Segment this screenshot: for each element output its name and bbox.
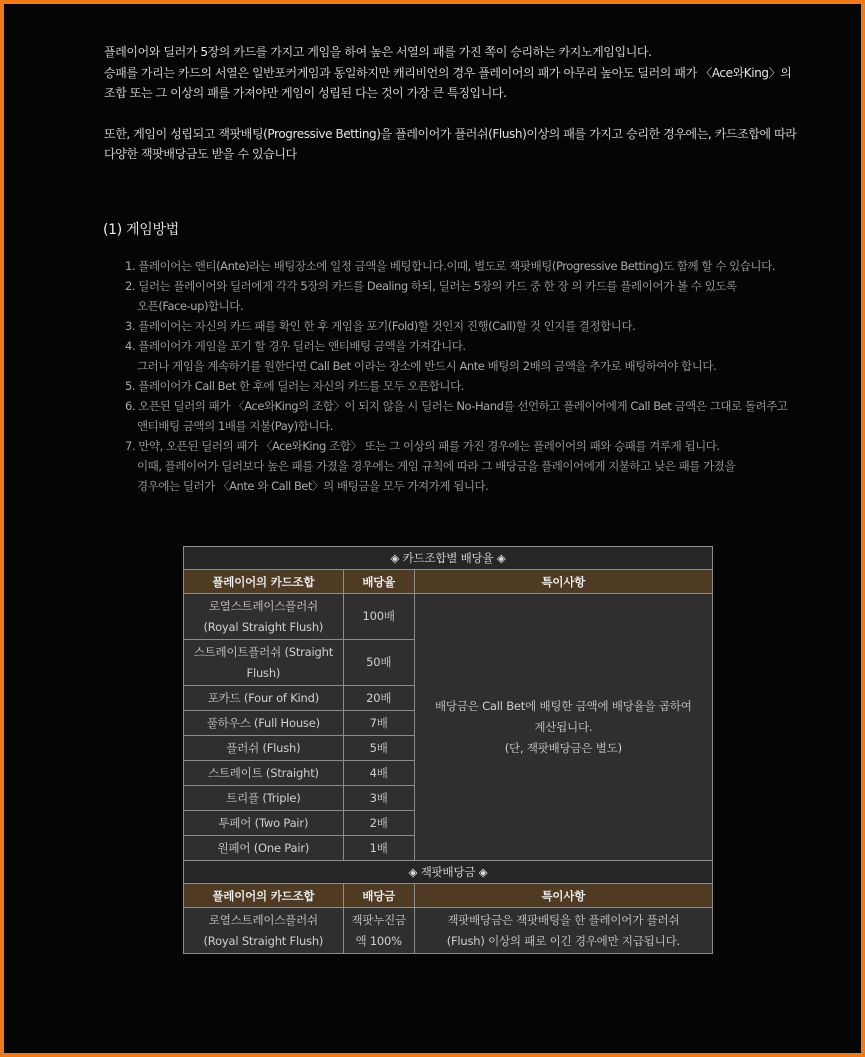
rule-continuation: 오픈(Face-up)합니다.: [137, 299, 244, 313]
section-title: (1) 게임방법: [103, 222, 179, 238]
rate-cell: [343, 761, 414, 786]
rule-number: 3.: [125, 319, 136, 333]
combo-cell-line: Flush): [246, 665, 281, 680]
intro-line: 플레이어와 딜러가 5장의 카드를 가지고 게임을 하여 높은 서열의 패를 가진 쪽이 승리하는 카지노게임입니다.: [104, 45, 652, 59]
note-cell-line: 배당금은 Call Bet에 배팅한 금액에 배당율을 곱하여: [435, 698, 692, 713]
rate-cell: [343, 711, 414, 736]
rule-item: [125, 336, 825, 376]
combo-cell-line: (Royal Straight Flush): [203, 619, 324, 634]
rate-cell-line: 100배: [362, 609, 395, 623]
combo-cell-line: 원페어 (One Pair): [217, 840, 310, 855]
rule-text: 플레이어는 자신의 카드 패를 확인 한 후 게임을 포기(Fold)할 것인지 진행(Call)할 것 인지를 결정합니다.: [138, 319, 636, 333]
rule-item: [125, 376, 825, 396]
table-caption-odds: ◈ 카드조합별 배당율 ◈: [184, 547, 713, 570]
table-row: [184, 908, 713, 954]
combo-cell-line: 플러쉬 (Flush): [226, 740, 301, 755]
rules-list: [125, 256, 825, 496]
rule-text: 플레이어가 Call Bet 한 후에 딜러는 자신의 카드를 모두 오픈합니다.: [138, 379, 464, 393]
rule-text: 오픈된 딜러의 패가 〈Ace와King의 조합〉이 되지 않을 시 딜러는 No-Hand를 선언하고 플레이어에게 Call Bet 금액은 그대로 돌려주고: [138, 399, 788, 413]
combo-cell-line: 투페어 (Two Pair): [218, 815, 309, 830]
column-header-note: 특이사항: [414, 884, 712, 908]
rate-cell: [343, 736, 414, 761]
rule-item: [125, 316, 825, 336]
intro-line: 승패를 가리는 카드의 서열은 일반포커게임과 동일하지만 캐리비언의 경우 플레이어의 패가 아무리 높아도 딜러의 패가 〈Ace와King〉의: [104, 65, 792, 80]
intro-text: [104, 42, 824, 165]
rate-cell: [343, 686, 414, 711]
rate-cell-line: 1배: [369, 840, 388, 855]
combo-cell-line: 풀하우스 (Full House): [206, 715, 320, 730]
combo-cell: [184, 908, 344, 954]
rule-item: [125, 436, 825, 496]
rule-text: 만약, 오픈된 딜러의 패가 〈Ace와King 조합〉 또는 그 이상의 패를 가진 경우에는 플레이어의 패와 승패를 겨루게 됩니다.: [138, 439, 720, 453]
column-header-note: 특이사항: [414, 570, 712, 594]
combo-cell: [184, 761, 344, 786]
intro-line: 또한, 게임이 성립되고 잭팟배팅(Progressive Betting)을 플레이어가 플러쉬(Flush)이상의 패를 가지고 승리한 경우에는, 카드조합에 따라: [104, 126, 797, 141]
rule-number: 6.: [125, 399, 136, 413]
rule-continuation: 그러나 게임을 계속하기를 원한다면 Call Bet 이라는 장소에 반드시 Ante 배팅의 2배의 금액을 추가로 배팅하여야 합니다.: [137, 359, 717, 373]
payout-table: [183, 546, 713, 954]
column-header-combo: 플레이어의 카드조합: [184, 570, 344, 594]
note-cell-line: (단, 잭팟배당금은 별도): [504, 740, 622, 755]
rule-item: [125, 256, 825, 276]
rule-continuation: 경우에는 딜러가 〈Ante 와 Call Bet〉의 배팅금을 모두 가져가게 됩니다.: [137, 479, 489, 493]
rate-cell-line: 5배: [369, 740, 388, 755]
rate-cell: [343, 640, 414, 686]
combo-cell: [184, 811, 344, 836]
rate-cell: [343, 786, 414, 811]
rate-cell: [343, 594, 414, 640]
rule-continuation: 이때, 플레이어가 딜러보다 높은 패를 가졌을 경우에는 게임 규칙에 따라 그 배당금을 플레이어에게 지불하고 낮은 패를 가졌을: [137, 459, 736, 473]
combo-cell-line: 포카드 (Four of Kind): [207, 690, 320, 705]
table-row: [184, 594, 713, 640]
combo-cell: [184, 640, 344, 686]
rate-cell: [343, 836, 414, 861]
combo-cell: [184, 686, 344, 711]
combo-cell-line: 트리플 (Triple): [226, 790, 301, 805]
rate-cell-line: 3배: [369, 790, 388, 805]
combo-cell: [184, 786, 344, 811]
rate-cell-line: 7배: [369, 715, 388, 730]
amount-cell-line: 잭팟누진금: [351, 912, 406, 927]
rule-text: 딜러는 플레이어와 딜러에게 각각 5장의 카드를 Dealing 하되, 딜러는 5장의 카드 중 한 장 의 카드를 플레이어가 볼 수 있도록: [138, 279, 737, 293]
combo-cell: [184, 594, 344, 640]
rate-cell-line: 20배: [366, 690, 392, 705]
intro-line: 다양한 잭팟배당금도 받을 수 있습니다: [104, 147, 297, 161]
rate-cell-line: 2배: [369, 815, 388, 830]
rule-item: [125, 276, 825, 316]
combo-cell-line: 스트레이트플러쉬 (Straight: [193, 644, 334, 659]
rule-text: 플레이어가 게임을 포기 할 경우 딜러는 앤티배팅 금액을 가져갑니다.: [138, 339, 466, 353]
rule-number: 7.: [125, 439, 136, 453]
column-header-rate: 배당율: [343, 570, 414, 594]
rate-cell: [343, 811, 414, 836]
rate-cell-line: 4배: [369, 765, 388, 780]
rule-text: 플레이어는 앤티(Ante)라는 배팅장소에 일정 금액을 베팅합니다.이때, 별도로 잭팟배팅(Progressive Betting)도 함께 할 수 있습니다.: [138, 259, 775, 273]
rate-cell-line: 50배: [366, 655, 392, 669]
note-cell-line: 계산됩니다.: [534, 719, 593, 734]
rule-number: 1.: [125, 259, 136, 273]
column-header-combo: 플레이어의 카드조합: [184, 884, 344, 908]
combo-cell: [184, 711, 344, 736]
table-caption-jackpot: ◈ 잭팟배당금 ◈: [184, 861, 713, 884]
rule-number: 2.: [125, 279, 136, 293]
note-cell: [414, 908, 712, 954]
combo-cell-line: (Royal Straight Flush): [203, 933, 324, 948]
combo-cell-line: 로열스트레이스플러쉬: [208, 598, 318, 613]
combo-cell-line: 로열스트레이스플러쉬: [208, 912, 318, 927]
note-cell-line: 잭팟배당금은 잭팟배팅을 한 플레이어가 플러쉬: [447, 912, 680, 927]
combo-cell: [184, 836, 344, 861]
amount-cell: [343, 908, 414, 954]
rule-number: 4.: [125, 339, 136, 353]
amount-cell-line: 액 100%: [355, 933, 402, 948]
rule-item: [125, 396, 825, 436]
rule-continuation: 앤티배팅 금액의 1배를 지불(Pay)합니다.: [137, 419, 333, 433]
note-cell-line: (Flush) 이상의 패로 이긴 경우에만 지급됩니다.: [446, 933, 680, 948]
combo-cell: [184, 736, 344, 761]
rule-number: 5.: [125, 379, 136, 393]
intro-line: 조합 또는 그 이상의 패를 가져야만 게임이 성립된 다는 것이 가장 큰 특징입니다.: [104, 86, 507, 100]
combo-cell-line: 스트레이트 (Straight): [207, 765, 319, 780]
note-cell: [414, 594, 712, 861]
column-header-amount: 배당금: [343, 884, 414, 908]
